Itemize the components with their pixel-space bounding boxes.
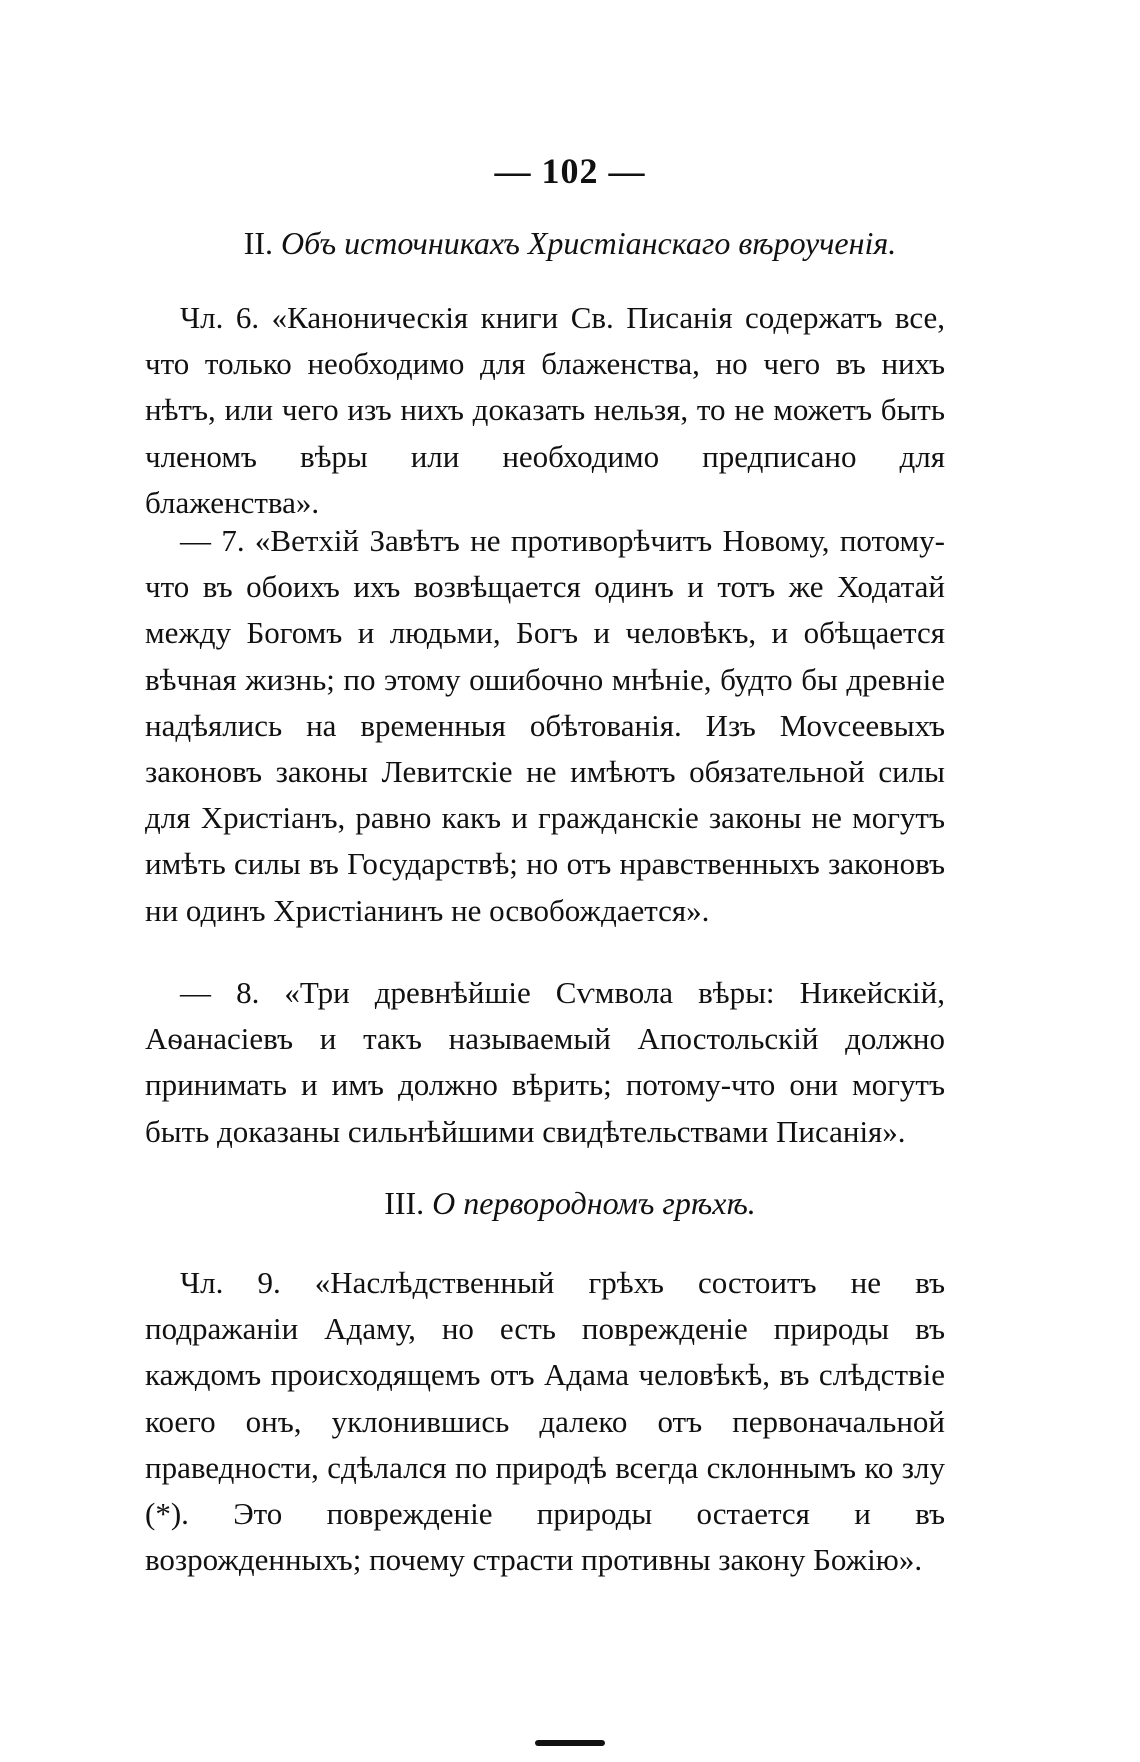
article-paragraph-6: Чл. 6. «Каноническія книги Св. Писанія содержатъ все, что только необходимо для блаженства, но чего въ нихъ нѣтъ, или чего изъ нихъ доказать нельзя, то не можетъ быть членомъ вѣры или необходимо предписано для блаженства».	[145, 300, 945, 520]
section-number: II.	[243, 225, 274, 261]
article-paragraph-8: — 8. «Три древнѣйшіе Сѵмвола вѣры: Никейскій, Аѳанасіевъ и такъ называемый Апостольскій должно принимать и имъ должно вѣрить; потому-что они могутъ быть доказаны сильнѣйшими свидѣтельствами Писанія».	[145, 975, 945, 1149]
section-heading-ii	[0, 225, 1140, 262]
article-paragraph-9: Чл. 9. «Наслѣдственный грѣхъ состоитъ не въ подражаніи Адаму, но есть поврежденіе природы въ каждомъ происходящемъ отъ Адама человѣкѣ, въ слѣдствіе коего онъ, уклонившись далеко отъ первоначальной праведности, сдѣлался по природѣ всегда склоннымъ ко злу (*). Это поврежденіе природы остается и въ возрожденныхъ; почему страсти противны закону Божію».	[145, 1265, 945, 1578]
footer-ornament	[535, 1740, 605, 1746]
article-paragraph-7: — 7. «Ветхій Завѣтъ не противорѣчитъ Новому, потому-что въ обоихъ ихъ возвѣщается одинъ и тотъ же Ходатай между Богомъ и людьми, Богъ и человѣкъ, и обѣщается вѣчная жизнь; по этому ошибочно мнѣніе, будто бы древніе надѣялись на временныя обѣтованія. Изъ Моvсеевыхъ законовъ законы Левитскіе не имѣютъ обязательной силы для Христіанъ, равно какъ и гражданскіе законы не могутъ имѣть силы въ Государствѣ; но отъ нравственныхъ законовъ ни одинъ Христіанинъ не освобождается».	[145, 523, 945, 928]
section-title: Объ источникахъ Христіанскаго вѣроученія.	[281, 225, 897, 261]
section-title: О первородномъ грѣхѣ.	[432, 1185, 756, 1221]
section-number: III.	[384, 1185, 425, 1221]
page-number: — 102 —	[494, 151, 646, 191]
section-heading-iii	[0, 1185, 1140, 1222]
